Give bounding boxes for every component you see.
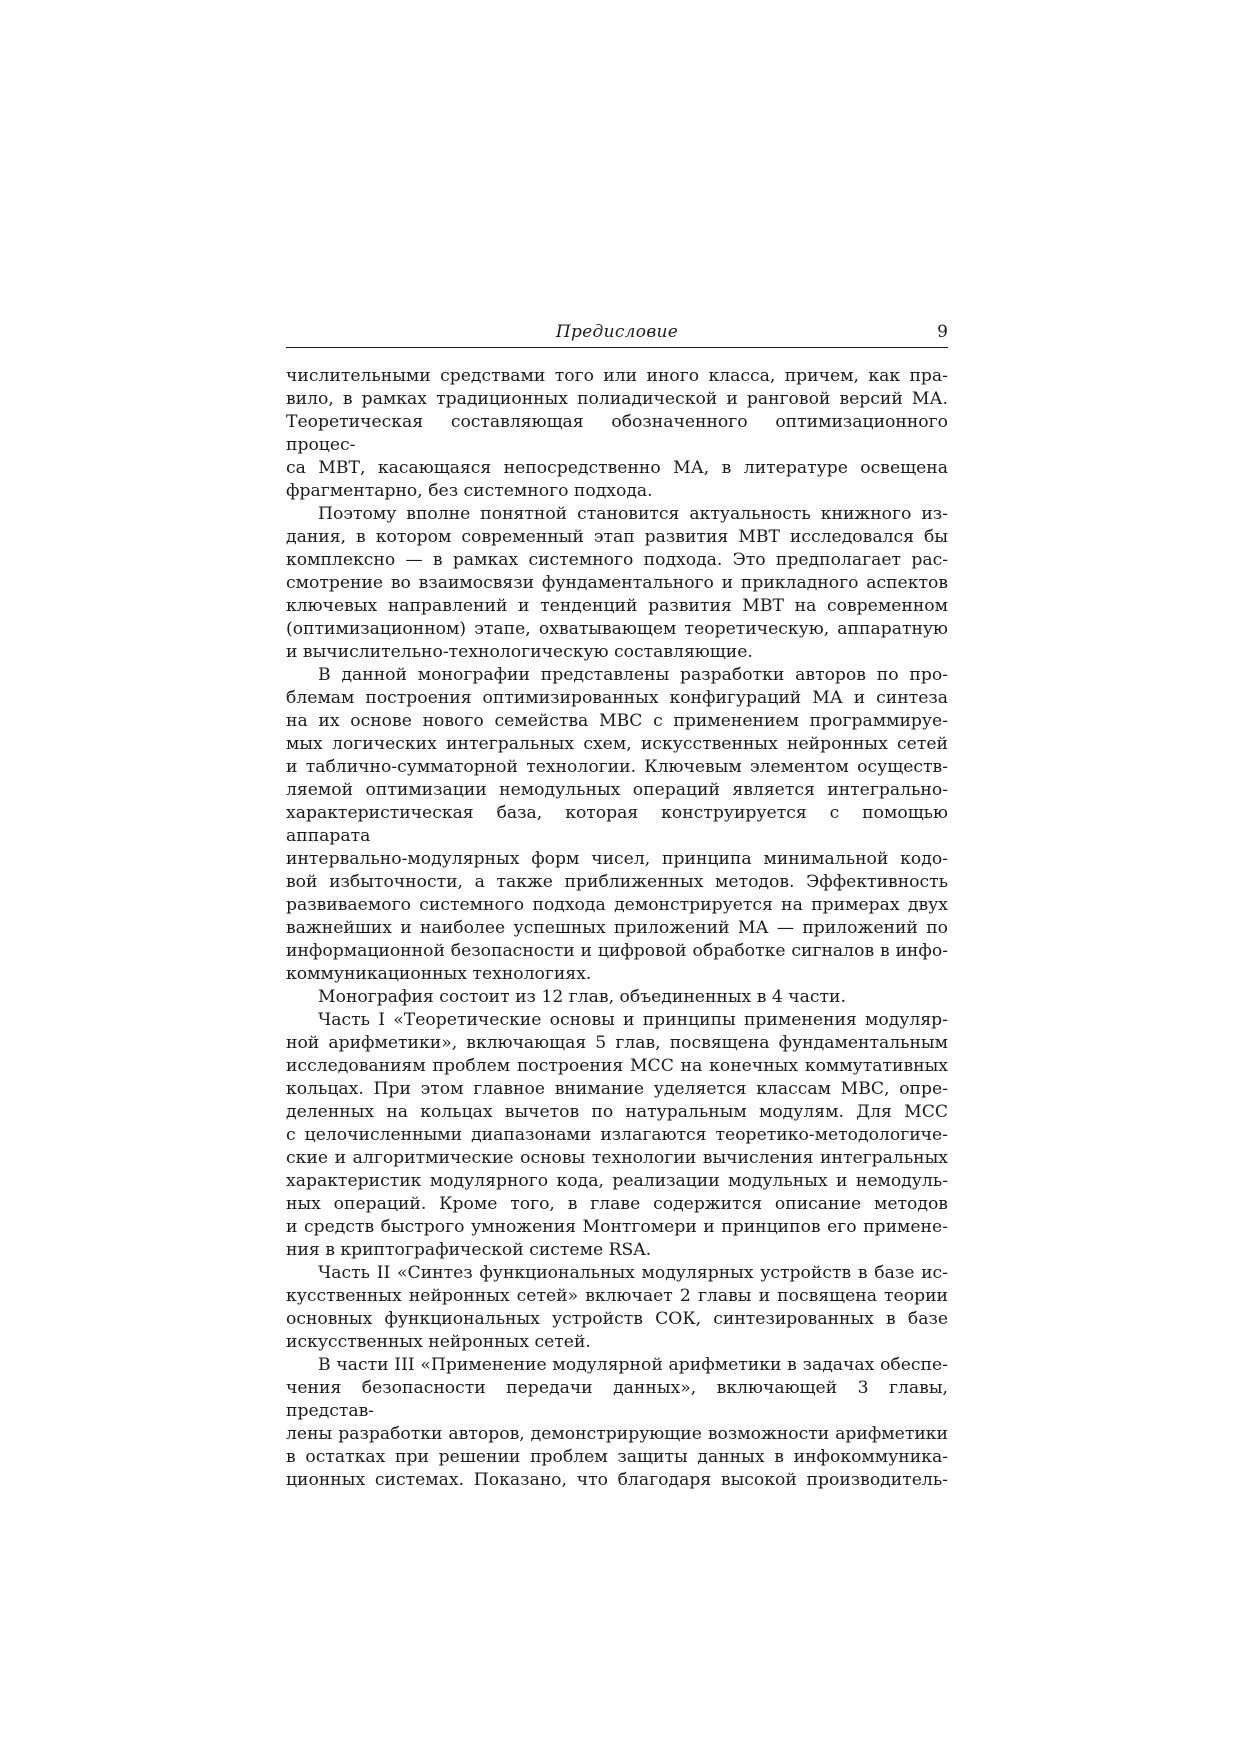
- text-line: исследованиям проблем построения МСС на конечных коммутативных: [286, 1056, 948, 1076]
- text-line: и средств быстрого умножения Монтгомери и принципов его примене-: [286, 1217, 948, 1237]
- text-line: комплексно — в рамках системного подхода. Это предполагает рас-: [286, 550, 948, 570]
- text-line: ния в криптографической системе RSA.: [286, 1240, 652, 1260]
- text-line: В части III «Применение модулярной арифметики в задачах обеспе-: [318, 1355, 948, 1375]
- text-line: искусственных нейронных сетей.: [286, 1332, 591, 1352]
- text-line: с целочисленными диапазонами излагаются теоретико-методологиче-: [286, 1125, 948, 1145]
- paragraph: [286, 986, 948, 1009]
- text-line: кольцах. При этом главное внимание уделяется классам МВС, опре-: [286, 1079, 948, 1099]
- text-line: на их основе нового семейства МВС с применением программируе-: [286, 711, 948, 731]
- body-text: [286, 365, 948, 1492]
- paragraph: [286, 1262, 948, 1354]
- text-line: вило, в рамках традиционных полиадической и ранговой версий МА.: [286, 389, 948, 409]
- running-head: [286, 321, 948, 348]
- text-line: основных функциональных устройств СОК, синтезированных в базе: [286, 1309, 948, 1329]
- page-number: 9: [937, 322, 948, 342]
- text-line: вой избыточности, а также приближенных методов. Эффективность: [286, 872, 948, 892]
- text-line: Монография состоит из 12 глав, объединенных в 4 части.: [318, 987, 846, 1007]
- text-line: В данной монографии представлены разработки авторов по про-: [318, 665, 948, 685]
- text-line: мых логических интегральных схем, искусственных нейронных сетей: [286, 734, 948, 754]
- text-line: дания, в котором современный этап развития МВТ исследовался бы: [286, 527, 948, 547]
- text-line: числительными средствами того или иного класса, причем, как пра-: [286, 366, 948, 386]
- text-line: смотрение во взаимосвязи фундаментального и прикладного аспектов: [286, 573, 948, 593]
- text-line: характеристик модулярного кода, реализации модульных и немодуль-: [286, 1171, 948, 1191]
- text-line: развиваемого системного подхода демонстрируется на примерах двух: [286, 895, 948, 915]
- text-line: характеристическая база, которая конструируется с помощью аппарата: [286, 803, 948, 846]
- text-line: ционных системах. Показано, что благодаря высокой производитель-: [286, 1470, 948, 1490]
- paragraph: [286, 1009, 948, 1262]
- text-line: лены разработки авторов, демонстрирующие возможности арифметики: [286, 1424, 948, 1444]
- paragraph: [286, 503, 948, 664]
- text-line: ных операций. Кроме того, в главе содержится описание методов: [286, 1194, 948, 1214]
- text-line: (оптимизационном) этапе, охватывающем теоретическую, аппаратную: [286, 619, 948, 639]
- text-line: и таблично-сумматорной технологии. Ключевым элементом осуществ-: [286, 757, 948, 777]
- text-line: ключевых направлений и тенденций развития МВТ на современном: [286, 596, 948, 616]
- text-line: важнейших и наиболее успешных приложений МА — приложений по: [286, 918, 948, 938]
- text-line: Часть II «Синтез функциональных модулярных устройств в базе ис-: [318, 1263, 948, 1283]
- text-line: в остатках при решении проблем защиты данных в инфокоммуника-: [286, 1447, 948, 1467]
- text-line: ной арифметики», включающая 5 глав, посвящена фундаментальным: [286, 1033, 948, 1053]
- text-line: са МВТ, касающаяся непосредственно МА, в литературе освещена: [286, 458, 948, 478]
- paragraph: [286, 1354, 948, 1492]
- text-line: деленных на кольцах вычетов по натуральным модулям. Для МСС: [286, 1102, 948, 1122]
- text-line: блемам построения оптимизированных конфигураций МА и синтеза: [286, 688, 948, 708]
- text-line: интервально-модулярных форм чисел, принципа минимальной кодо-: [286, 849, 948, 869]
- text-line: Поэтому вполне понятной становится актуальность книжного из-: [318, 504, 948, 524]
- text-line: ские и алгоритмические основы технологии вычисления интегральных: [286, 1148, 948, 1168]
- running-title: Предисловие: [555, 322, 679, 342]
- text-line: кусственных нейронных сетей» включает 2 главы и посвящена теории: [286, 1286, 948, 1306]
- paragraph: [286, 664, 948, 986]
- text-line: и вычислительно-технологическую составляющие.: [286, 642, 753, 662]
- text-line: Часть I «Теоретические основы и принципы применения модуляр-: [318, 1010, 948, 1030]
- text-line: фрагментарно, без системного подхода.: [286, 481, 653, 501]
- text-line: чения безопасности передачи данных», включающей 3 главы, представ-: [286, 1378, 948, 1421]
- text-line: ляемой оптимизации немодульных операций является интегрально-: [286, 780, 948, 800]
- paragraph: [286, 365, 948, 503]
- text-line: Теоретическая составляющая обозначенного оптимизационного процес-: [286, 412, 948, 455]
- text-line: коммуникационных технологиях.: [286, 964, 592, 984]
- text-line: информационной безопасности и цифровой обработке сигналов в инфо-: [286, 941, 948, 961]
